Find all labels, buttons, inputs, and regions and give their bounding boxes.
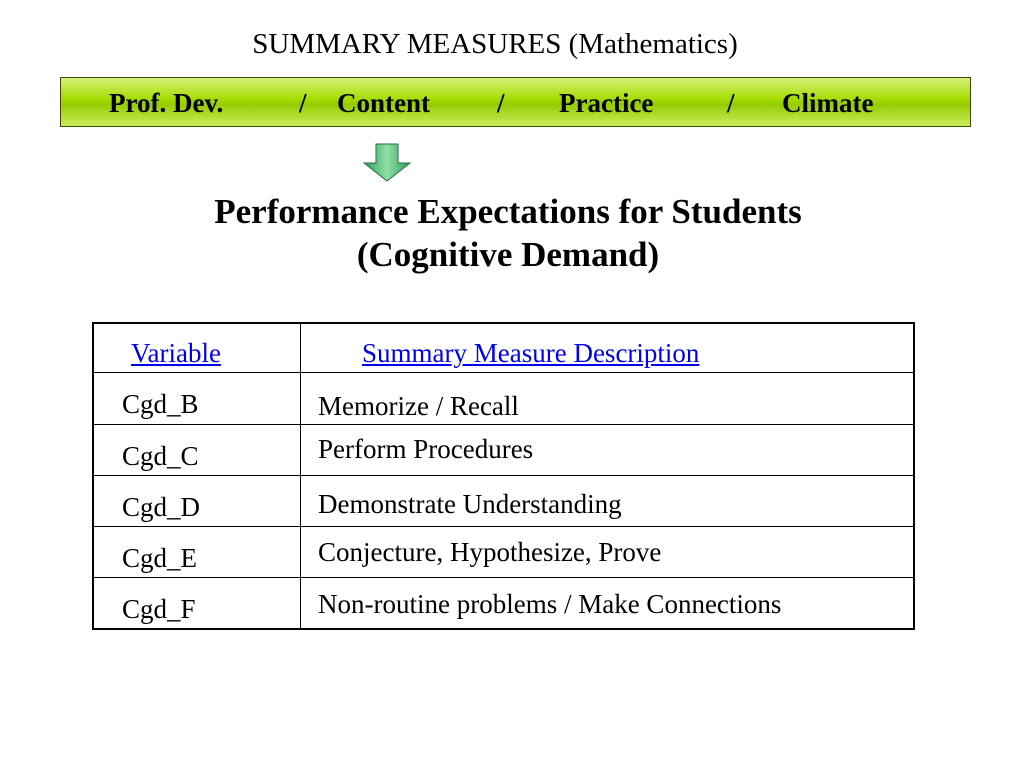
column-divider: [300, 324, 301, 628]
banner-item-climate: Climate: [782, 88, 874, 118]
slide-title: SUMMARY MEASURES (Mathematics): [252, 28, 738, 60]
cell-description: Non-routine problems / Make Connections: [318, 589, 782, 619]
banner-separator: /: [497, 88, 505, 118]
section-heading: [0, 190, 1016, 276]
summary-table: [92, 322, 915, 630]
heading-line-1: Performance Expectations for Students: [214, 192, 802, 231]
row-divider: [94, 577, 913, 578]
banner-separator: /: [299, 88, 307, 118]
cell-variable: Cgd_F: [122, 594, 196, 624]
heading-line-2: (Cognitive Demand): [356, 235, 660, 274]
cell-variable: Cgd_C: [122, 441, 199, 471]
row-divider: [94, 526, 913, 527]
banner-item-practice: Practice: [559, 88, 654, 118]
cell-description: Conjecture, Hypothesize, Prove: [318, 537, 662, 567]
row-divider: [94, 475, 913, 476]
banner-item-content: Content: [337, 88, 430, 118]
cell-description: Demonstrate Understanding: [318, 489, 622, 519]
row-divider: [94, 372, 913, 373]
header-description-link[interactable]: Summary Measure Description: [362, 338, 700, 368]
cell-variable: Cgd_D: [122, 492, 201, 522]
header-variable-link[interactable]: Variable: [131, 338, 221, 368]
down-arrow-icon: [362, 143, 412, 183]
banner-item-prof-dev: Prof. Dev.: [109, 88, 224, 118]
banner-separator: /: [727, 88, 735, 118]
cell-description: Memorize / Recall: [318, 391, 519, 421]
topic-banner: [60, 77, 971, 127]
cell-variable: Cgd_E: [122, 543, 198, 573]
cell-description: Perform Procedures: [318, 434, 534, 464]
cell-variable: Cgd_B: [122, 389, 199, 419]
row-divider: [94, 424, 913, 425]
